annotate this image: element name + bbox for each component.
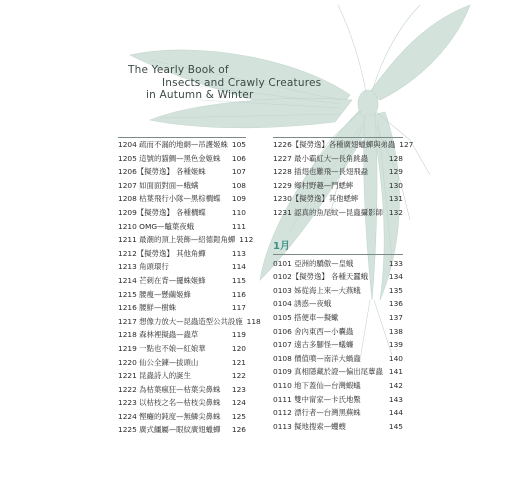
toc-entry — [118, 301, 246, 315]
toc-entry-title: 0103 姊從海上來—大燕蛾 — [273, 285, 361, 295]
toc-entry-page: 145 — [388, 421, 403, 431]
toc-left-column — [118, 137, 261, 437]
toc-entry-page: 118 — [246, 316, 261, 326]
toc-entry — [118, 165, 246, 179]
toc-entry-title: 1216 腰鮮—樹蛛 — [118, 303, 177, 313]
toc-entry-page: 132 — [388, 207, 403, 217]
toc-entry-page: 128 — [388, 153, 403, 163]
toc-entry-page: 124 — [231, 398, 246, 408]
toc-entry-page: 107 — [231, 167, 246, 177]
toc-entry-title: 1227 最小霸紅大—長角跳蟲 — [273, 153, 369, 163]
toc-entry — [118, 247, 246, 261]
toc-entry-title: 0110 地下蓋仙—台灣蝦蟻 — [273, 380, 361, 390]
toc-entry — [118, 383, 246, 397]
toc-entry-page: 111 — [231, 221, 246, 231]
toc-entry — [273, 270, 403, 284]
toc-entry — [118, 288, 246, 302]
toc-entry — [273, 206, 403, 220]
toc-entry-title: 1225 廣式鱷屬—眼紋廣翅蠟蟬 — [118, 425, 221, 435]
toc-entry-page: 121 — [231, 357, 246, 367]
toc-entry-page: 137 — [388, 312, 403, 322]
toc-month-list — [273, 257, 403, 434]
toc-entry — [273, 311, 403, 325]
toc-entry-title: 1210 OMG—鼈葉夜蛾 — [118, 221, 195, 231]
toc-entry-title: 1214 芒刺在背—擺蛛姬蜂 — [118, 275, 206, 285]
toc-entry — [273, 338, 403, 352]
toc-entry-page: 117 — [231, 303, 246, 313]
toc-entry — [273, 406, 403, 420]
toc-entry-page: 120 — [231, 343, 246, 353]
toc-entry-title: 1206【擬勞逸】 各種姬蛛 — [118, 167, 206, 177]
toc-entry-title: 1226【擬勞逸】各種廣翅蠟蟬與弟蟲 — [273, 140, 396, 149]
toc-entry-title: 1217 想像力放大—昆蟲造型公共設施 — [118, 316, 243, 326]
toc-entry — [273, 152, 403, 166]
toc-entry-page: 123 — [231, 384, 246, 394]
toc-entry-title: 1208 枯葉飛行小隊—黑棕櫚蝶 — [118, 194, 221, 204]
book-title-line-2: Insects and Crawly Creatures — [162, 76, 322, 89]
toc-entry — [273, 379, 403, 393]
toc-entry — [118, 233, 254, 247]
toc-entry — [118, 260, 246, 274]
toc-entry-title: 1219 一點也不娘—紅娘華 — [118, 343, 206, 353]
toc-entry — [273, 284, 403, 298]
toc-entry — [273, 352, 403, 366]
toc-entry — [273, 138, 414, 152]
toc-entry-page: 134 — [388, 272, 403, 282]
toc-entry-page: 114 — [231, 262, 246, 272]
toc-entry-title: 1213 角頭環行 — [118, 262, 169, 272]
toc-entry — [273, 192, 403, 206]
toc-entry — [118, 179, 246, 193]
toc-entry-page: 138 — [388, 326, 403, 336]
toc-entry — [118, 342, 246, 356]
toc-entry-title: 1228 插翅也難飛—長翅飛蝨 — [273, 167, 369, 177]
book-title — [128, 64, 321, 102]
toc-entry-title: 1231 認真的魚尾蚊—昆蟲攝影師 — [273, 207, 383, 217]
toc-entry-page: 112 — [239, 235, 254, 245]
toc-entry-title: 1220 仙公全鍊—拔頭山 — [118, 357, 199, 367]
toc-entry-page: 116 — [231, 289, 246, 299]
toc-entry-page: 130 — [388, 180, 403, 190]
toc-entry — [273, 297, 403, 311]
toc-entry-page: 119 — [231, 330, 246, 340]
toc-entry-page: 127 — [399, 140, 414, 149]
toc-entry — [118, 410, 246, 424]
toc-entry-page: 109 — [231, 194, 246, 204]
toc-entry-title: 0101 亞洲的驕傲—皇蛾 — [273, 258, 354, 268]
toc-entry — [273, 420, 403, 434]
toc-entry — [273, 393, 403, 407]
toc-entry — [273, 179, 403, 193]
toc-entry-title: 0107 遠古多腳怪—蟻蠊 — [273, 340, 354, 350]
toc-entry-page: 110 — [231, 207, 246, 217]
toc-left-list — [118, 138, 261, 437]
toc-entry-title: 0108 價值噴—南洋大蝸蟲 — [273, 353, 361, 363]
toc-entry-page: 108 — [231, 180, 246, 190]
toc-entry-title: 0113 擬地搜索—蠼螋 — [273, 421, 346, 431]
toc-entry — [118, 274, 246, 288]
toc-entry-title: 0105 搭便車—擬蠍 — [273, 312, 339, 322]
toc-entry — [118, 206, 246, 220]
toc-entry-title: 0104 誘惑—夜蛾 — [273, 299, 332, 309]
toc-entry-title: 1222 為枯葉瘋狂—枯葉尖鼻蛛 — [118, 384, 221, 394]
toc-entry-page: 141 — [388, 367, 403, 377]
month-rule — [273, 254, 403, 255]
toc-entry — [118, 356, 246, 370]
toc-entry — [118, 138, 246, 152]
toc-entry — [273, 165, 403, 179]
toc-entry — [118, 152, 246, 166]
toc-entry-title: 1204 疏而不漏的地網—吊護姬蛛 — [118, 140, 228, 149]
toc-entry-title: 1215 腰瘦—懸繭姬蜂 — [118, 289, 191, 299]
toc-entry — [273, 325, 403, 339]
toc-entry-page: 105 — [231, 140, 246, 149]
toc-entry — [118, 396, 246, 410]
toc-right-column — [273, 137, 414, 433]
toc-entry-title: 0102【擬勞逸】 各種天蠶蛾 — [273, 272, 369, 282]
toc-entry-title: 0112 漂行者—台灣黑蕪蛛 — [273, 408, 361, 418]
toc-entry-page: 115 — [231, 275, 246, 285]
toc-entry-title: 1218 森林裡擬蟲—蟲草 — [118, 330, 199, 340]
toc-entry-title: 1211 最潮的頂上裝飾—紹德鎧角蟬 — [118, 235, 236, 245]
toc-entry-page: 143 — [388, 394, 403, 404]
toc-entry-page: 131 — [388, 194, 403, 204]
toc-entry-page: 140 — [388, 353, 403, 363]
toc-entry-title: 1230【擬勞逸】其他蟋蟀 — [273, 194, 359, 204]
toc-entry-page: 135 — [388, 285, 403, 295]
toc-entry-title: 1221 昆蟲詩人的誕生 — [118, 371, 191, 381]
toc-entry — [273, 257, 403, 271]
toc-entry-page: 125 — [231, 411, 246, 421]
toc-entry — [118, 220, 246, 234]
toc-entry — [118, 328, 246, 342]
toc-entry-title: 1207 如面面對面—蛾螨 — [118, 180, 199, 190]
toc-entry — [118, 369, 246, 383]
toc-entry-title: 1229 鄉村野趣—鬥蟋蟀 — [273, 180, 354, 190]
toc-entry-title: 1224 慳癱的鈍度—無鱗尖鼻蛛 — [118, 411, 221, 421]
book-title-line-1: The Yearly Book of — [128, 64, 229, 76]
toc-entry-page: 133 — [388, 258, 403, 268]
toc-entry — [118, 192, 246, 206]
toc-entry-page: 113 — [231, 248, 246, 258]
toc-entry-title: 1209【擬勞逸】 各種櫚蝶 — [118, 207, 206, 217]
toc-entry-title: 0106 舍內東西—小囊蟲 — [273, 326, 354, 336]
toc-entry — [118, 315, 261, 329]
toc-entry — [118, 423, 246, 437]
toc-entry-page: 142 — [388, 380, 403, 390]
toc-entry-title: 1212【擬勞逸】 其他角蟬 — [118, 248, 206, 258]
toc-entry-title: 1223 以枯枝之名—枯枝尖鼻蛛 — [118, 398, 221, 408]
toc-entry — [273, 365, 403, 379]
toc-entry-page: 144 — [388, 408, 403, 418]
toc-entry-page: 122 — [231, 371, 246, 381]
toc-entry-title: 0111 雙中甯家—卡氏地鱉 — [273, 394, 361, 404]
toc-entry-page: 129 — [388, 167, 403, 177]
toc-entry-title: 0109 真相隱藏於證—偏出尾蕈蟲 — [273, 367, 383, 377]
toc-entry-page: 126 — [231, 425, 246, 435]
toc-entry-page: 106 — [231, 153, 246, 163]
month-heading: 1月 — [273, 240, 290, 252]
toc-entry-title: 1205 這號的貓鯛—黑色金姬蛛 — [118, 153, 221, 163]
book-title-line-3: in Autumn & Winter — [146, 89, 254, 101]
toc-entry-page: 139 — [388, 340, 403, 350]
toc-right-list — [273, 138, 414, 220]
toc-entry-page: 136 — [388, 299, 403, 309]
